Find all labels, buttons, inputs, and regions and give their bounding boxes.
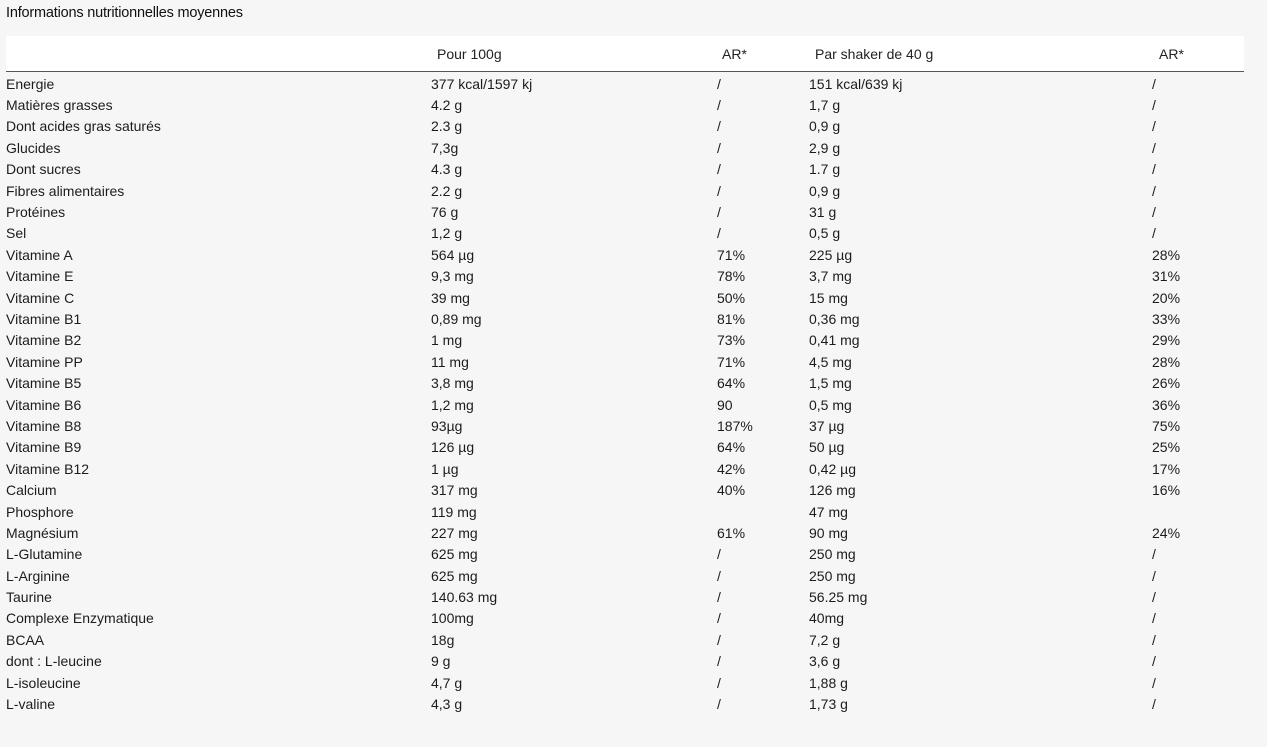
per-shaker-cell: 7,2 g [809, 631, 841, 648]
per-100g-cell: 227 mg [431, 524, 478, 541]
per-shaker-cell: 0,5 mg [809, 396, 852, 413]
per-100g-cell: 11 mg [431, 353, 469, 370]
nutrient-cell: Vitamine B6 [6, 396, 82, 413]
nutrient-cell: Vitamine B9 [6, 439, 82, 456]
table-row [6, 672, 1244, 693]
nutrient-cell: Vitamine B8 [6, 417, 82, 434]
per-100g-cell: 119 mg [431, 503, 477, 520]
table-row [6, 308, 1244, 329]
per-shaker-cell: 0,42 µg [809, 460, 856, 477]
ar-100g-cell: 64% [717, 375, 746, 392]
ar-100g-cell: 61% [717, 524, 746, 541]
nutrient-cell: Sel [6, 225, 27, 242]
nutrition-table [6, 36, 1244, 715]
per-shaker-cell: 1,7 g [809, 97, 841, 114]
per-100g-cell: 140.63 mg [431, 589, 498, 606]
nutrient-cell: Vitamine A [6, 246, 73, 263]
table-row [6, 651, 1244, 672]
per-100g-cell: 93µg [431, 417, 463, 434]
per-100g-cell: 4.3 g [431, 161, 463, 178]
table-row [6, 544, 1244, 565]
table-row [6, 351, 1244, 372]
ar-shaker-cell: 75% [1152, 417, 1181, 434]
table-row [6, 137, 1244, 158]
nutrient-cell: L-Arginine [6, 567, 70, 584]
nutrient-cell: Fibres alimentaires [6, 182, 125, 199]
nutrient-cell: Complexe Enzymatique [6, 610, 154, 627]
ar-100g-cell: / [717, 118, 721, 135]
per-shaker-cell: 0,36 mg [809, 310, 860, 327]
nutrient-cell: L-valine [6, 696, 56, 713]
per-shaker-cell: 3,6 g [809, 653, 841, 670]
nutrient-cell: Vitamine B12 [6, 460, 90, 477]
ar-shaker-cell: 31% [1152, 268, 1181, 285]
nutrient-cell: Vitamine B2 [6, 332, 82, 349]
ar-shaker-cell: 25% [1152, 439, 1181, 456]
per-shaker-cell: 250 mg [809, 546, 856, 563]
per-100g-cell: 2.2 g [431, 182, 463, 199]
per-shaker-cell: 1,88 g [809, 674, 848, 691]
ar-shaker-cell: 28% [1152, 353, 1181, 370]
per-100g-cell: 625 mg [431, 546, 478, 563]
table-row [6, 159, 1244, 180]
ar-100g-cell: 71% [717, 353, 746, 370]
per-100g-cell: 4,7 g [431, 674, 463, 691]
ar-shaker-cell: 17% [1152, 460, 1181, 477]
per-100g-cell: 625 mg [431, 567, 478, 584]
ar-100g-cell: / [717, 182, 721, 199]
ar-shaker-cell: / [1152, 631, 1156, 648]
per-100g-cell: 126 µg [431, 439, 475, 456]
nutrient-cell: Matières grasses [6, 97, 113, 114]
ar-100g-cell: 90 [717, 396, 733, 413]
per-shaker-cell: 47 mg [809, 503, 848, 520]
header-per-shaker: Par shaker de 40 g [809, 36, 1152, 72]
ar-shaker-cell: 28% [1152, 246, 1181, 263]
nutrient-cell: Vitamine B1 [6, 310, 82, 327]
per-shaker-cell: 0,9 g [809, 118, 841, 135]
ar-100g-cell: / [717, 653, 721, 670]
table-row [6, 437, 1244, 458]
table-row [6, 501, 1244, 522]
ar-shaker-cell: 33% [1152, 310, 1181, 327]
ar-100g-cell [717, 501, 809, 522]
per-shaker-cell: 50 µg [809, 439, 845, 456]
table-row [6, 180, 1244, 201]
ar-100g-cell: / [717, 546, 721, 563]
per-100g-cell: 1,2 mg [431, 396, 474, 413]
table-row [6, 458, 1244, 479]
ar-shaker-cell: / [1152, 589, 1156, 606]
table-row [6, 72, 1244, 95]
table-row [6, 266, 1244, 287]
header-per-100g: Pour 100g [431, 36, 717, 72]
per-shaker-cell: 3,7 mg [809, 268, 852, 285]
per-shaker-cell: 0,41 mg [809, 332, 860, 349]
header-ar-shaker: AR* [1152, 36, 1244, 72]
table-row [6, 629, 1244, 650]
per-shaker-cell: 151 kcal/639 kj [809, 75, 903, 92]
per-shaker-cell: 31 g [809, 204, 837, 221]
ar-100g-cell: / [717, 97, 721, 114]
ar-shaker-cell: / [1152, 139, 1156, 156]
ar-100g-cell: / [717, 610, 721, 627]
ar-shaker-cell: / [1152, 674, 1156, 691]
ar-100g-cell: 40% [717, 482, 746, 499]
nutrient-cell: L-Glutamine [6, 546, 83, 563]
table-row [6, 522, 1244, 543]
ar-100g-cell: 64% [717, 439, 746, 456]
nutrient-cell: Vitamine PP [6, 353, 83, 370]
per-100g-cell: 9 g [431, 653, 451, 670]
ar-shaker-cell: 36% [1152, 396, 1181, 413]
nutrient-cell: dont : L-leucine [6, 653, 102, 670]
ar-100g-cell: / [717, 139, 721, 156]
table-row [6, 116, 1244, 137]
ar-100g-cell: / [717, 75, 721, 92]
table-row [6, 394, 1244, 415]
table-row [6, 415, 1244, 436]
ar-100g-cell: / [717, 589, 721, 606]
ar-shaker-cell: / [1152, 204, 1156, 221]
nutrition-table-container [6, 36, 1244, 715]
per-shaker-cell: 40mg [809, 610, 845, 627]
table-body [6, 72, 1244, 715]
ar-100g-cell: / [717, 225, 721, 242]
per-100g-cell: 39 mg [431, 289, 470, 306]
table-row [6, 223, 1244, 244]
header-nutrient [6, 36, 431, 72]
ar-100g-cell: 187% [717, 417, 753, 434]
ar-100g-cell: / [717, 204, 721, 221]
nutrient-cell: Protéines [6, 204, 66, 221]
ar-shaker-cell: 29% [1152, 332, 1181, 349]
table-row [6, 693, 1244, 714]
per-100g-cell: 317 mg [431, 482, 478, 499]
per-shaker-cell: 2,9 g [809, 139, 841, 156]
ar-100g-cell: / [717, 696, 721, 713]
ar-100g-cell: / [717, 631, 721, 648]
ar-100g-cell: 50% [717, 289, 746, 306]
ar-100g-cell: 42% [717, 460, 746, 477]
per-100g-cell: 9,3 mg [431, 268, 474, 285]
per-100g-cell: 18g [431, 631, 455, 648]
per-100g-cell: 7,3g [431, 139, 459, 156]
ar-100g-cell: / [717, 161, 721, 178]
nutrient-cell: Vitamine E [6, 268, 74, 285]
table-row [6, 608, 1244, 629]
table-row [6, 287, 1244, 308]
per-100g-cell: 3,8 mg [431, 375, 474, 392]
ar-shaker-cell: / [1152, 97, 1156, 114]
ar-shaker-cell: 20% [1152, 289, 1181, 306]
ar-shaker-cell: / [1152, 75, 1156, 92]
ar-shaker-cell: 24% [1152, 524, 1181, 541]
per-shaker-cell: 0,9 g [809, 182, 841, 199]
nutrient-cell: Glucides [6, 139, 61, 156]
ar-100g-cell: 73% [717, 332, 746, 349]
ar-100g-cell: 71% [717, 246, 746, 263]
header-ar-100g: AR* [717, 36, 809, 72]
per-100g-cell: 1 µg [431, 460, 459, 477]
nutrient-cell: Dont sucres [6, 161, 81, 178]
ar-100g-cell: / [717, 567, 721, 584]
table-row [6, 586, 1244, 607]
per-shaker-cell: 1.7 g [809, 161, 841, 178]
table-row [6, 244, 1244, 265]
per-shaker-cell: 225 µg [809, 246, 853, 263]
per-shaker-cell: 0,5 g [809, 225, 841, 242]
ar-shaker-cell: 26% [1152, 375, 1181, 392]
per-shaker-cell: 37 µg [809, 417, 845, 434]
nutrient-cell: BCAA [6, 631, 45, 648]
page-title: Informations nutritionnelles moyennes [6, 5, 243, 21]
ar-shaker-cell: / [1152, 546, 1156, 563]
nutrient-cell: Vitamine B5 [6, 375, 82, 392]
ar-shaker-cell [1152, 501, 1244, 522]
ar-shaker-cell: / [1152, 696, 1156, 713]
per-100g-cell: 1,2 g [431, 225, 463, 242]
ar-shaker-cell: / [1152, 225, 1156, 242]
ar-shaker-cell: / [1152, 653, 1156, 670]
per-shaker-cell: 56.25 mg [809, 589, 868, 606]
per-100g-cell: 0,89 mg [431, 310, 482, 327]
per-100g-cell: 2.3 g [431, 118, 463, 135]
per-shaker-cell: 90 mg [809, 524, 848, 541]
ar-100g-cell: / [717, 674, 721, 691]
nutrient-cell: Vitamine C [6, 289, 75, 306]
nutrient-cell: Energie [6, 75, 55, 92]
table-row [6, 330, 1244, 351]
ar-shaker-cell: / [1152, 567, 1156, 584]
table-row [6, 372, 1244, 393]
table-row [6, 479, 1244, 500]
per-shaker-cell: 1,73 g [809, 696, 848, 713]
ar-shaker-cell: 16% [1152, 482, 1181, 499]
per-shaker-cell: 250 mg [809, 567, 856, 584]
per-100g-cell: 100mg [431, 610, 474, 627]
nutrient-cell: Phosphore [6, 503, 74, 520]
per-100g-cell: 1 mg [431, 332, 463, 349]
nutrient-cell: Dont acides gras saturés [6, 118, 161, 135]
per-shaker-cell: 1,5 mg [809, 375, 852, 392]
table-row [6, 565, 1244, 586]
table-header [6, 36, 1244, 72]
per-100g-cell: 4.2 g [431, 97, 463, 114]
ar-shaker-cell: / [1152, 610, 1156, 627]
table-row [6, 201, 1244, 222]
table-row [6, 94, 1244, 115]
per-100g-cell: 4,3 g [431, 696, 463, 713]
header-row [6, 36, 1244, 72]
ar-100g-cell: 81% [717, 310, 746, 327]
ar-shaker-cell: / [1152, 161, 1156, 178]
ar-shaker-cell: / [1152, 118, 1156, 135]
nutrient-cell: Taurine [6, 589, 52, 606]
ar-100g-cell: 78% [717, 268, 746, 285]
per-shaker-cell: 15 mg [809, 289, 848, 306]
per-100g-cell: 76 g [431, 204, 459, 221]
ar-shaker-cell: / [1152, 182, 1156, 199]
per-100g-cell: 564 µg [431, 246, 475, 263]
nutrient-cell: Calcium [6, 482, 57, 499]
per-100g-cell: 377 kcal/1597 kj [431, 75, 533, 92]
per-shaker-cell: 4,5 mg [809, 353, 852, 370]
nutrient-cell: L-isoleucine [6, 674, 81, 691]
nutrient-cell: Magnésium [6, 524, 79, 541]
per-shaker-cell: 126 mg [809, 482, 856, 499]
